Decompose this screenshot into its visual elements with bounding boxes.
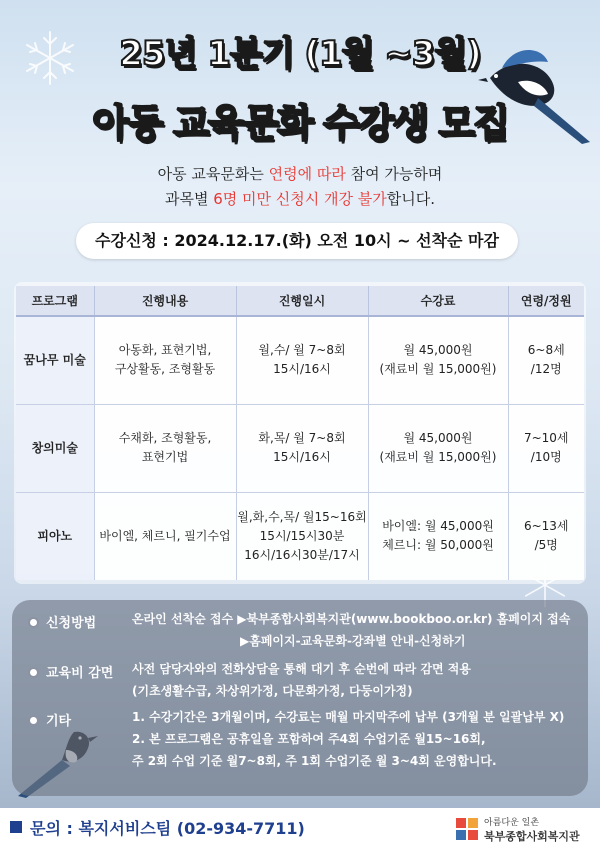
info-method (28, 612, 96, 631)
cell-line: 구상활동, 조형활동 (114, 362, 216, 377)
program-schedule (236, 316, 368, 404)
logo-mark-icon (454, 816, 480, 842)
info-etc (28, 710, 71, 729)
cell-line: 15시/16시 (273, 450, 331, 464)
cell-line: 16시/16시30분/17시 (244, 547, 360, 562)
description (0, 162, 600, 212)
cell-line: 15시/15시30분 (259, 528, 345, 543)
program-fee (368, 492, 508, 580)
info-line: 1. 수강기간은 3개월이며, 수강료는 매월 마지막주에 납부 (3개월 분 일괄납부 X) (132, 710, 565, 724)
logo-name: 북부종합사회복지관 (484, 830, 580, 843)
desc-text: 아동 교육문화는 (157, 165, 269, 183)
table-row (16, 492, 584, 580)
logo-slogan: 아름다운 일촌 (484, 818, 540, 828)
info-line: (기초생활수급, 차상위가정, 다문화가정, 다둥이가정) (132, 684, 413, 698)
program-name: 꿈나무 미술 (16, 316, 94, 404)
info-line: 사전 담당자와의 전화상담을 통해 대기 후 순번에 따라 감면 적용 (132, 662, 471, 676)
cell-line: 15시/16시 (273, 362, 331, 377)
cell-line: 체르니: 월 50,000원 (382, 538, 494, 553)
bullet-icon (28, 667, 39, 678)
page-title-line1: 25년 1분기 (1월 ~3월) (119, 34, 481, 74)
program-content (94, 316, 236, 404)
table-row (16, 316, 584, 404)
program-schedule (236, 404, 368, 492)
contact-info: 문의 : 복지서비스팀 (02-934-7711) (30, 819, 305, 838)
info-etc-text (132, 706, 564, 772)
cell-line: (재료비 월 15,000원) (379, 450, 497, 464)
cell-line: /12명 (530, 362, 562, 377)
program-name: 피아노 (16, 492, 94, 580)
info-line: ▶홈페이지-교육문화-강좌별 안내-신청하기 (240, 634, 466, 648)
column-header: 진행내용 (94, 286, 236, 316)
program-age (508, 316, 584, 404)
info-label: 신청방법 (46, 616, 97, 631)
cell-line: 월 45,000원 (403, 431, 473, 445)
program-fee (368, 404, 508, 492)
info-line: 온라인 선착순 접수 ▶북부종합사회복지관(www.bookboo.or.kr) 홈페이지 접속 (132, 612, 571, 626)
program-age (508, 492, 584, 580)
apply-date-pill: 수강신청 : 2024.12.17.(화) 오전 10시 ~ 선착순 마감 (76, 223, 518, 259)
cell-line: /5명 (534, 538, 558, 553)
cell-line: 월,화,수,목/ 월15~16회 (237, 509, 367, 524)
column-header: 프로그램 (16, 286, 94, 316)
program-age (508, 404, 584, 492)
cell-line: 수채화, 조형활동, (118, 431, 212, 445)
footer (0, 808, 600, 849)
program-schedule (236, 492, 368, 580)
column-header: 수강료 (368, 286, 508, 316)
info-discount (28, 662, 113, 681)
cell-line: 표현기법 (141, 450, 189, 464)
info-line: 2. 본 프로그램은 공휴일을 포함하여 주4회 수업기준 월15~16회, (132, 732, 486, 746)
description-line1 (0, 162, 600, 187)
program-content (94, 404, 236, 492)
bullet-icon (28, 715, 39, 726)
info-label: 기타 (46, 714, 72, 729)
cell-line: 7~10세 (523, 431, 569, 445)
organization-logo (454, 812, 594, 846)
program-name: 창의미술 (16, 404, 94, 492)
program-fee (368, 316, 508, 404)
desc-text: 참여 가능하며 (345, 165, 443, 183)
desc-text: 합니다. (386, 190, 436, 208)
cell-line: 6~8세 (527, 343, 565, 358)
title-rest: 교육문화 수강생 모집 (161, 101, 508, 145)
table-row (16, 404, 584, 492)
table-header-row (16, 286, 584, 316)
cell-line: 6~13세 (523, 519, 569, 534)
bullet-icon (28, 617, 39, 628)
info-discount-text (132, 658, 471, 702)
square-bullet-icon (10, 821, 22, 833)
page-title-line2 (0, 92, 600, 147)
info-line: 주 2회 수업 기준 월7~8회, 주 1회 수업기준 월 3~4회 운영합니다. (132, 754, 497, 768)
title-accent: 아동 (92, 101, 162, 145)
info-box (12, 600, 588, 796)
column-header: 연령/정원 (508, 286, 584, 316)
desc-highlight: 6명 미만 신청시 개강 불가 (213, 190, 387, 208)
desc-text: 과목별 (164, 190, 214, 208)
column-header: 진행일시 (236, 286, 368, 316)
cell-line: 월,수/ 월 7~8회 (258, 343, 346, 358)
info-method-text (132, 608, 570, 652)
info-label: 교육비 감면 (46, 666, 114, 681)
cell-line: 화,목/ 월 7~8회 (258, 431, 346, 445)
cell-line: (재료비 월 15,000원) (379, 362, 497, 377)
program-content (94, 492, 236, 580)
cell-line: 바이엘: 월 45,000원 (382, 519, 494, 534)
cell-line: 바이엘, 체르니, 필기수업 (99, 528, 231, 543)
cell-line: /10명 (530, 450, 562, 464)
cell-line: 월 45,000원 (403, 343, 473, 358)
description-line2 (0, 187, 600, 212)
cell-line: 아동화, 표현기법, (118, 343, 212, 358)
desc-highlight: 연령에 따라 (268, 165, 346, 183)
program-table (14, 282, 586, 584)
